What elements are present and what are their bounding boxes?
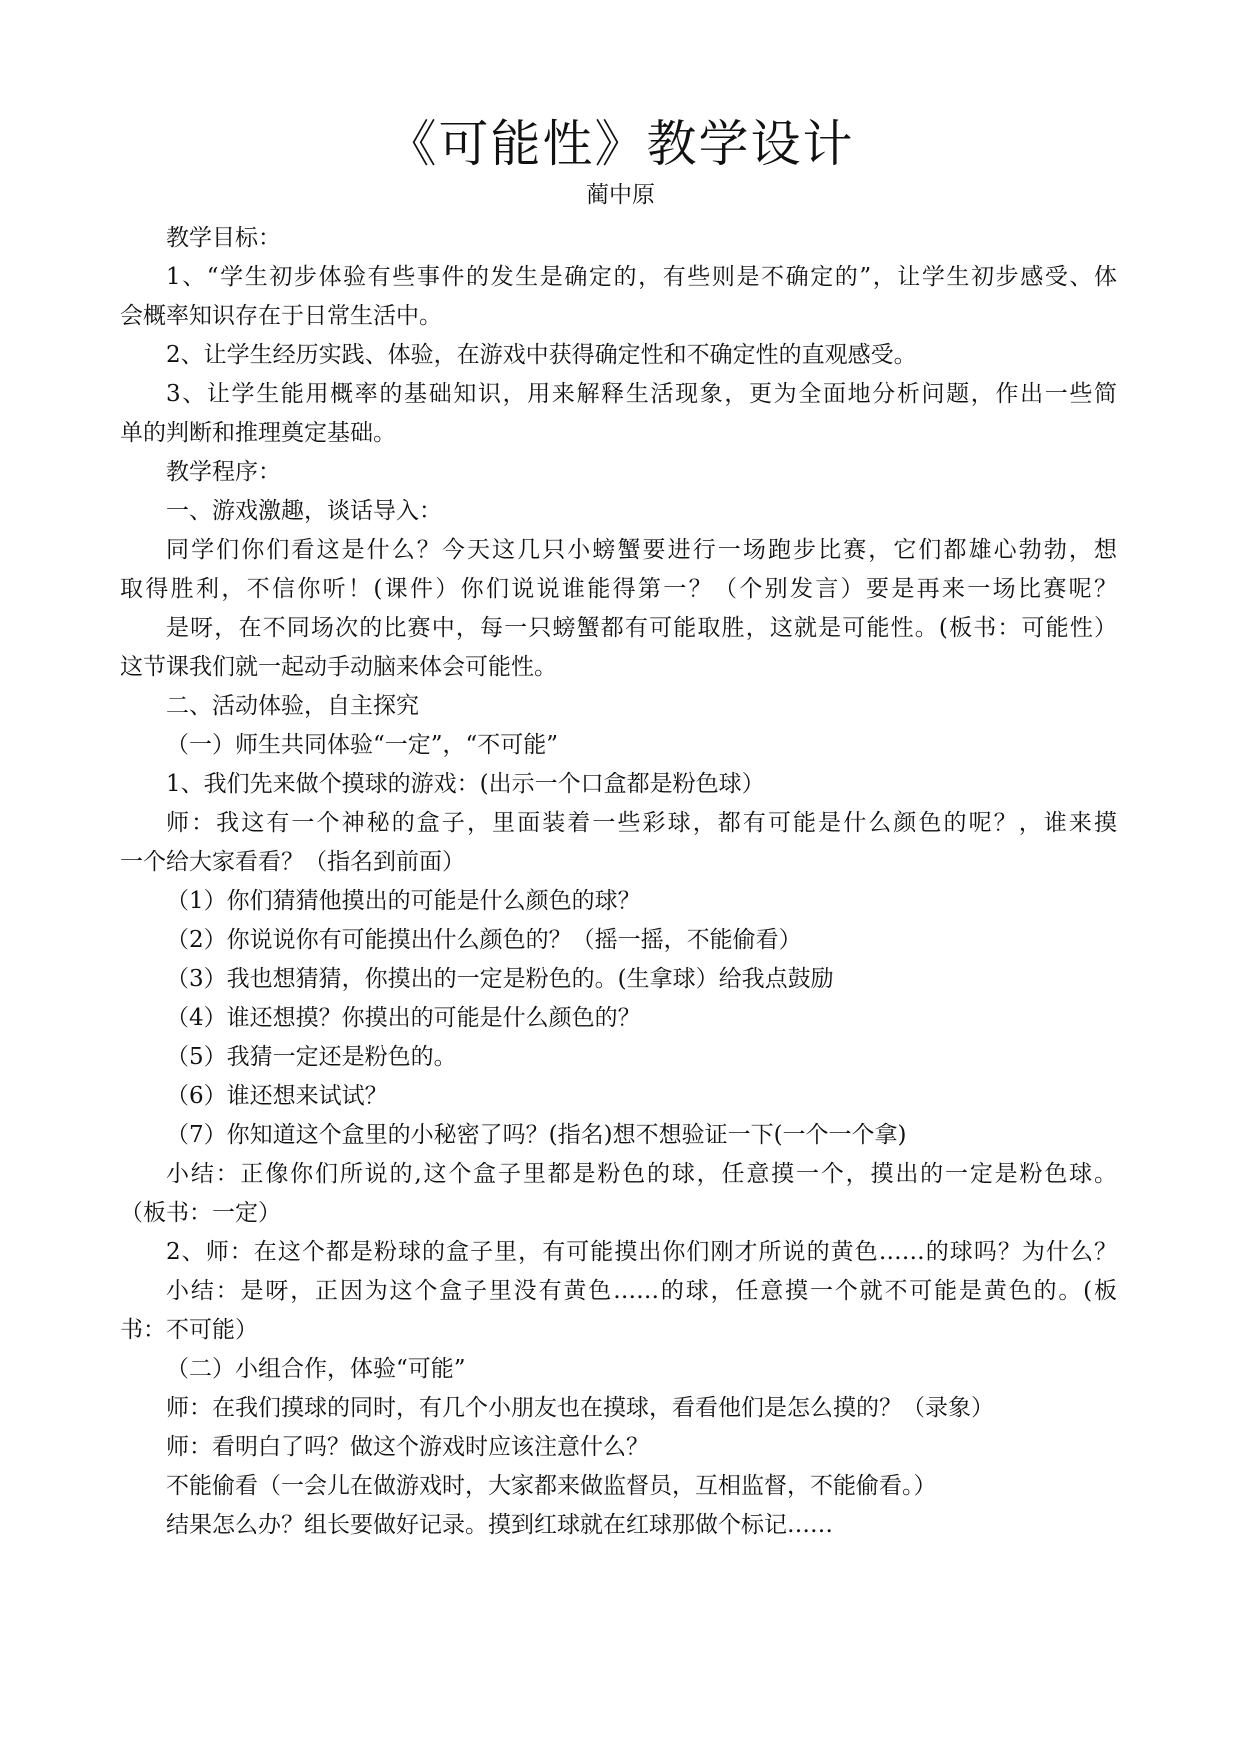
paragraph-line: 3、让学生能用概率的基础知识，用来解释生活现象，更为全面地分析问题，作出一些简 xyxy=(166,381,1117,407)
paragraph-line: 小结：是呀，正因为这个盒子里没有黄色……的球，任意摸一个就不可能是黄色的。(板 xyxy=(166,1278,1117,1304)
paragraph-line: （一）师生共同体验“一定”，“不可能” xyxy=(166,732,559,758)
paragraph-line: （5）我猜一定还是粉色的。 xyxy=(166,1044,457,1070)
paragraph-line: 1、我们先来做个摸球的游戏：(出示一个口盒都是粉色球） xyxy=(166,771,765,797)
paragraph-line: 师：在我们摸球的同时，有几个小朋友也在摸球，看看他们是怎么摸的？（录象） xyxy=(166,1395,994,1421)
paragraph-line: 不能偷看（一会儿在做游戏时，大家都来做监督员，互相监督，不能偷看。） xyxy=(166,1473,937,1499)
paragraph-line: （7）你知道这个盒里的小秘密了吗？(指名)想不想验证一下(一个一个拿) xyxy=(166,1122,907,1148)
paragraph-line: 教学程序： xyxy=(166,459,281,485)
paragraph-line: 这节课我们就一起动手动脑来体会可能性。 xyxy=(120,654,557,680)
paragraph-line: 二、活动体验，自主探究 xyxy=(166,693,419,719)
document-author: 蔺中原 xyxy=(586,182,655,208)
paragraph-line: 一、游戏激趣，谈话导入： xyxy=(166,498,442,524)
paragraph-line: 单的判断和推理奠定基础。 xyxy=(120,420,396,446)
document-title: 《可能性》教学设计 xyxy=(386,115,855,173)
paragraph-line: （3）我也想猜猜，你摸出的一定是粉色的。(生拿球）给我点鼓励 xyxy=(166,966,834,992)
paragraph-line: （板书：一定） xyxy=(120,1200,281,1226)
paragraph-line: 取得胜利，不信你听！(课件）你们说说谁能得第一？（个别发言）要是再来一场比赛呢？ xyxy=(120,576,1117,602)
paragraph-line: 同学们你们看这是什么？今天这几只小螃蟹要进行一场跑步比赛，它们都雄心勃勃，想 xyxy=(166,537,1117,563)
paragraph-line: 师：看明白了吗？做这个游戏时应该注意什么？ xyxy=(166,1434,649,1460)
paragraph-line: 会概率知识存在于日常生活中。 xyxy=(120,303,442,329)
paragraph-line: （二）小组合作，体验“可能” xyxy=(166,1356,466,1382)
paragraph-line: （2）你说说你有可能摸出什么颜色的？（摇一摇，不能偷看） xyxy=(166,927,802,953)
paragraph-line: 结果怎么办？组长要做好记录。摸到红球就在红球那做个标记…… xyxy=(166,1512,833,1538)
paragraph-line: （4）谁还想摸？你摸出的可能是什么颜色的？ xyxy=(166,1005,641,1031)
paragraph-line: 师：我这有一个神秘的盒子，里面装着一些彩球，都有可能是什么颜色的呢？，谁来摸 xyxy=(166,810,1117,836)
paragraph-line: 教学目标： xyxy=(166,225,281,251)
paragraph-line: 书：不可能） xyxy=(120,1317,258,1343)
paragraph-line: 小结：正像你们所说的,这个盒子里都是粉色的球，任意摸一个，摸出的一定是粉色球。 xyxy=(166,1161,1117,1187)
paragraph-line: 1、“学生初步体验有些事件的发生是确定的，有些则是不确定的”，让学生初步感受、体 xyxy=(166,264,1117,290)
paragraph-line: 2、师：在这个都是粉球的盒子里，有可能摸出你们刚才所说的黄色……的球吗？为什么？ xyxy=(166,1239,1117,1265)
paragraph-line: 是呀，在不同场次的比赛中，每一只螃蟹都有可能取胜，这就是可能性。(板书：可能性） xyxy=(166,615,1117,641)
paragraph-line: 2、让学生经历实践、体验，在游戏中获得确定性和不确定性的直观感受。 xyxy=(166,342,917,368)
paragraph-line: （1）你们猜猜他摸出的可能是什么颜色的球？ xyxy=(166,888,641,914)
paragraph-line: （6）谁还想来试试？ xyxy=(166,1083,388,1109)
paragraph-line: 一个给大家看看？（指名到前面） xyxy=(120,849,465,875)
